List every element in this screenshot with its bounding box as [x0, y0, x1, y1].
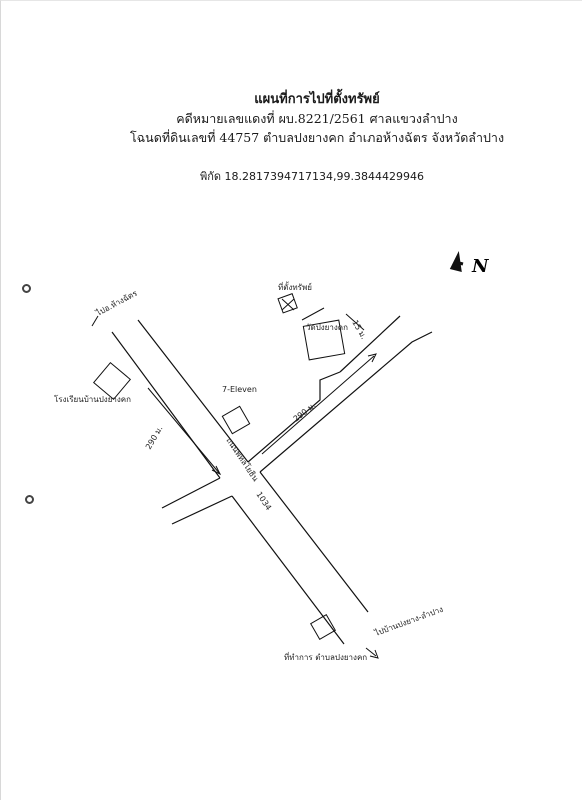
coordinates: พิกัด 18.2817394717134,99.3844429946	[200, 170, 425, 183]
cross-road-right	[248, 316, 432, 472]
case-number: คดีหมายเลขแดงที่ ผบ.8221/2561 ศาลแขวงลำปาง	[176, 111, 458, 126]
distance-soi-label: 290 ม.	[291, 400, 318, 424]
property-label: ที่ตั้งทรัพย์	[278, 283, 312, 292]
distance-short-label: 15 ม.	[350, 318, 369, 341]
school-building-icon	[94, 363, 131, 400]
school-label: โรงเรียนบ้านปงยางคก	[54, 395, 131, 404]
map-title: แผนที่การไปที่ตั้งทรัพย์	[254, 92, 380, 107]
distance-north-label: 290 ม.	[143, 424, 165, 451]
seven-eleven-label: 7-Eleven	[222, 385, 257, 394]
road-name-label: ถนนพหลโยธิน	[224, 436, 261, 484]
north-label: N	[472, 256, 489, 277]
seven-eleven-building-icon	[222, 406, 249, 433]
route-arrows	[92, 308, 378, 658]
deed-info: โฉนดที่ดินเลขที่ 44757 ตำบลปงยางคก อำเภอห้างฉัตร จังหวัดลำปาง	[129, 130, 505, 145]
road-number-label: 1034	[254, 490, 274, 512]
north-arrow-icon	[452, 256, 490, 277]
district-office-label: ที่ทำการ ตำบลปงยางคก	[284, 653, 368, 662]
to-hang-chat-label: ไปอ.ห้างฉัตร	[94, 288, 139, 318]
cross-road-left	[162, 478, 232, 524]
property-marker-icon	[278, 294, 297, 313]
to-pong-yang-label: ไปบ้านปงยาง-ลำปาง	[373, 604, 445, 638]
main-road	[112, 320, 368, 644]
temple-label: วัดปงยางคก	[306, 323, 348, 332]
